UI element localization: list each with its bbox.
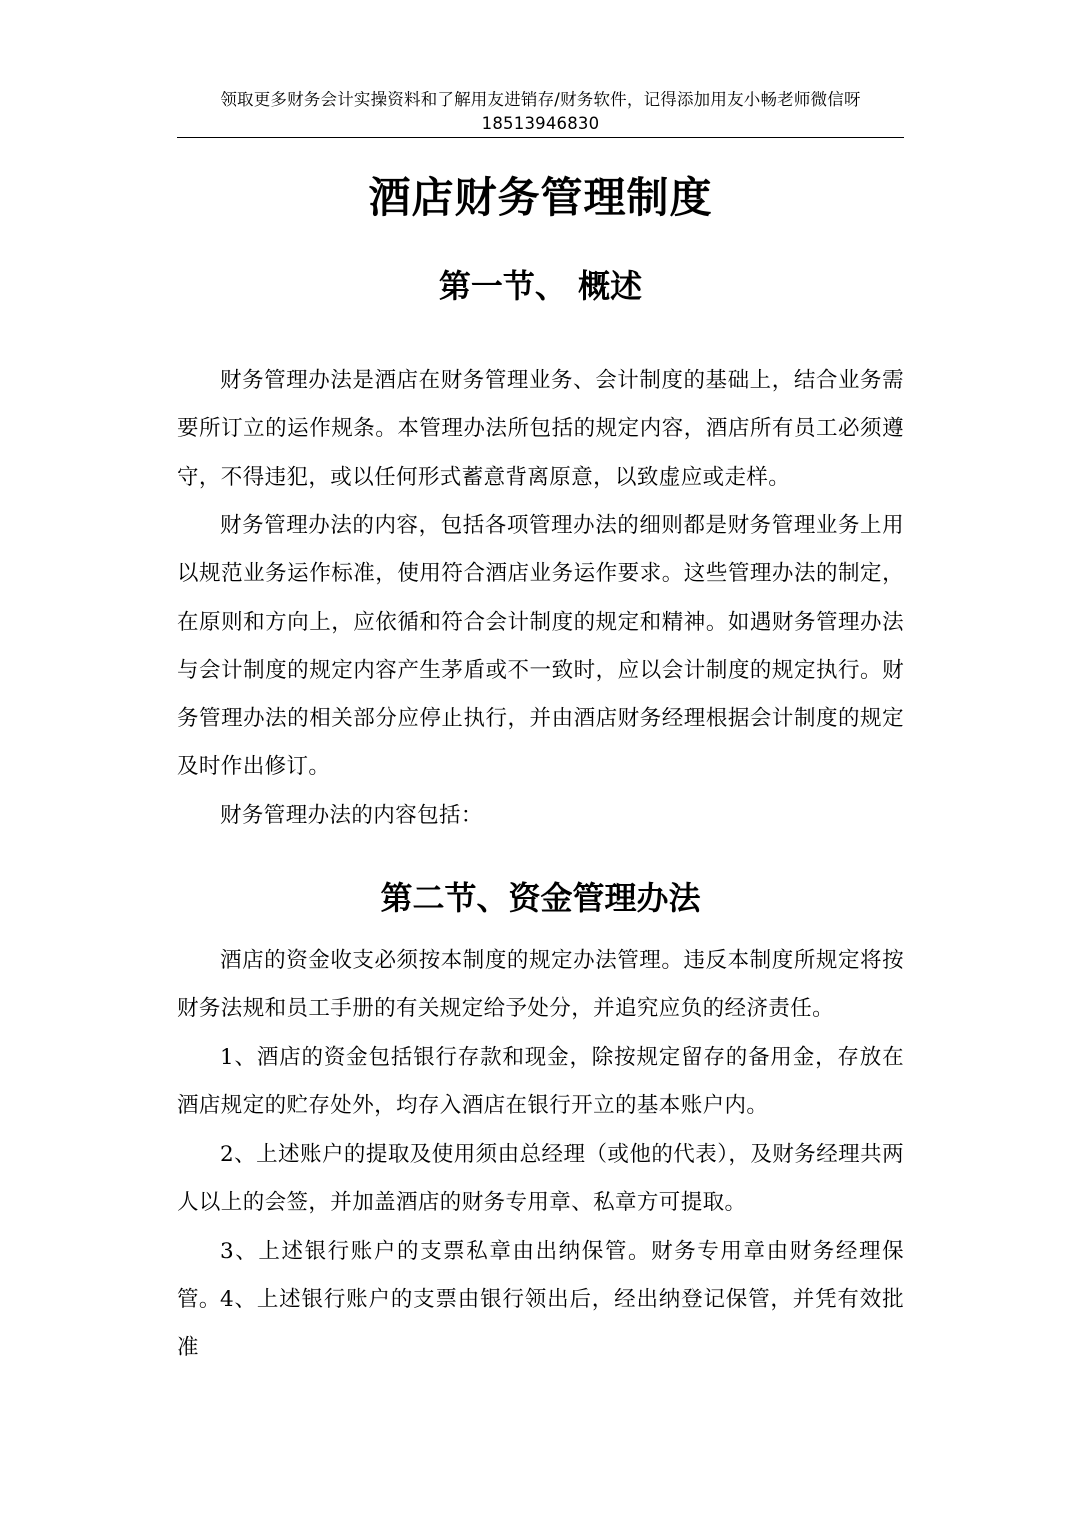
header-phone-number: 18513946830 (481, 114, 600, 133)
funds-paragraph-item-2: 2、上述账户的提取及使用须由总经理（或他的代表），及财务经理共两人以上的会签，并加盖酒店的财务专用章、私章方可提取。 (177, 1142, 904, 1216)
page-header (177, 88, 904, 136)
section-heading-overview: 第一节、 概述 (438, 267, 643, 305)
overview-paragraph-1: 财务管理办法是酒店在财务管理业务、会计制度的基础上，结合业务需要所订立的运作规条。本管理办法所包括的规定内容，酒店所有员工必须遵守，不得违犯，或以任何形式蓄意背离原意，以致虚应或走样。 (177, 368, 904, 490)
funds-paragraph-item-3: 3、上述银行账户的支票私章由出纳保管。财务专用章由财务经理保管。 (177, 1239, 904, 1313)
header-promo-text: 领取更多财务会计实操资料和了解用友进销存/财务软件，记得添加用友小畅老师微信呀 (220, 90, 861, 109)
overview-paragraph-2: 财务管理办法的内容，包括各项管理办法的细则都是财务管理业务上用以规范业务运作标准，使用符合酒店业务运作要求。这些管理办法的制定，在原则和方向上，应依循和符合会计制度的规定和精神。如遇财务管理办法与会计制度的规定内容产生茅盾或不一致时，应以会计制度的规定执行。财务管理办法的相关部分应停止执行，并由酒店财务经理根据会计制度的规定及时作出修订。 (177, 513, 904, 780)
document-title: 酒店财务管理制度 (368, 173, 713, 222)
funds-paragraph-item-1: 1、酒店的资金包括银行存款和现金，除按规定留存的备用金，存放在酒店规定的贮存处外，均存入酒店在银行开立的基本账户内。 (177, 1045, 904, 1119)
overview-paragraph-3: 财务管理办法的内容包括： (220, 803, 483, 828)
funds-paragraph-intro: 酒店的资金收支必须按本制度的规定办法管理。违反本制度所规定将按财务法规和员工手册的有关规定给予处分，并追究应负的经济责任。 (177, 948, 904, 1022)
section-heading-funds: 第二节、资金管理办法 (380, 879, 701, 917)
funds-paragraph-item-4: 4、上述银行账户的支票由银行领出后，经出纳登记保管，并凭有效批准 (177, 1287, 904, 1361)
header-divider (177, 137, 904, 138)
